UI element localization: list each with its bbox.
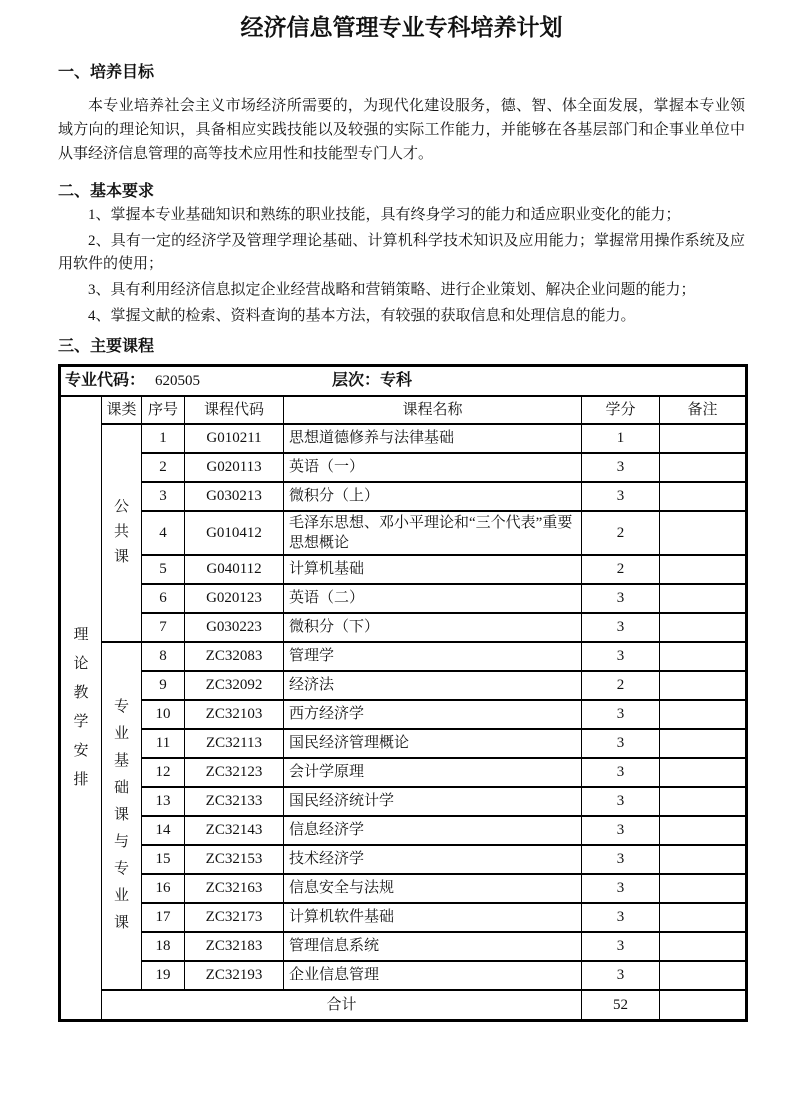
column-header-course-name: 课程名称 [284, 396, 582, 424]
course-code: G020123 [185, 584, 284, 613]
course-row-10 [60, 700, 747, 729]
course-name: 计算机软件基础 [284, 903, 582, 932]
course-credits: 3 [582, 482, 660, 511]
requirement-item-2: 2、具有一定的经济学及管理学理论基础、计算机科学技术知识及应用能力；掌握常用操作系统及应用软件的使用； [58, 233, 745, 272]
course-remark [660, 903, 747, 932]
course-name: 微积分（下） [284, 613, 582, 642]
major-code-row [60, 366, 747, 396]
course-code: ZC32183 [185, 932, 284, 961]
course-credits: 3 [582, 874, 660, 903]
course-code: ZC32123 [185, 758, 284, 787]
course-code: ZC32133 [185, 787, 284, 816]
course-no: 15 [142, 845, 185, 874]
course-code: ZC32143 [185, 816, 284, 845]
requirement-item-4: 4、掌握文献的检索、资料查询的基本方法，有较强的获取信息和处理信息的能力。 [88, 308, 636, 324]
course-code: G010211 [185, 424, 284, 453]
course-name: 国民经济管理概论 [284, 729, 582, 758]
course-credits: 3 [582, 700, 660, 729]
course-name: 国民经济统计学 [284, 787, 582, 816]
course-remark [660, 787, 747, 816]
course-remark [660, 424, 747, 453]
course-credits: 3 [582, 613, 660, 642]
course-no: 2 [142, 453, 185, 482]
course-remark [660, 642, 747, 671]
course-name: 英语（一） [284, 453, 582, 482]
major-code-label: 专业代码： [65, 371, 146, 389]
course-no: 17 [142, 903, 185, 932]
course-credits: 3 [582, 903, 660, 932]
course-name: 技术经济学 [284, 845, 582, 874]
course-no: 9 [142, 671, 185, 700]
course-no: 11 [142, 729, 185, 758]
course-credits: 3 [582, 787, 660, 816]
course-no: 1 [142, 424, 185, 453]
course-remark [660, 845, 747, 874]
course-code: ZC32153 [185, 845, 284, 874]
section-courses-heading: 三、主要课程 [58, 338, 155, 355]
course-remark [660, 584, 747, 613]
total-remark-cell [660, 990, 747, 1021]
course-remark [660, 555, 747, 584]
course-name: 西方经济学 [284, 700, 582, 729]
course-code: ZC32083 [185, 642, 284, 671]
course-no: 14 [142, 816, 185, 845]
course-remark [660, 700, 747, 729]
course-code: G040112 [185, 555, 284, 584]
course-name: 思想道德修养与法律基础 [284, 424, 582, 453]
column-header-credits: 学分 [582, 396, 660, 424]
page-title: 经济信息管理专业专科培养计划 [240, 14, 563, 40]
section-requirements-heading: 二、基本要求 [58, 183, 155, 200]
course-code: ZC32103 [185, 700, 284, 729]
course-credits: 2 [582, 555, 660, 584]
course-no: 5 [142, 555, 185, 584]
course-group-label [102, 424, 142, 642]
course-remark [660, 758, 747, 787]
objectives-paragraph: 本专业培养社会主义市场经济所需要的，为现代化建设服务，德、智、体全面发展，掌握本专业领域方向的理论知识，具备相应实践技能以及较强的实际工作能力，并能够在各基层部门和企事业单位中从事经济信息管理的高等技术应用性和技能型专门人才。 [58, 98, 745, 162]
course-row-16 [60, 874, 747, 903]
course-credits: 2 [582, 671, 660, 700]
course-code: G010412 [185, 511, 284, 555]
course-credits: 3 [582, 453, 660, 482]
course-credits: 3 [582, 845, 660, 874]
course-row-15 [60, 845, 747, 874]
course-code: ZC32113 [185, 729, 284, 758]
course-no: 8 [142, 642, 185, 671]
total-credits-cell: 52 [582, 990, 660, 1021]
course-name: 经济法 [284, 671, 582, 700]
column-header-remark: 备注 [660, 396, 747, 424]
column-header-number: 序号 [142, 396, 185, 424]
course-remark [660, 671, 747, 700]
course-remark [660, 482, 747, 511]
course-no: 19 [142, 961, 185, 990]
course-no: 7 [142, 613, 185, 642]
course-group-label [102, 642, 142, 990]
course-code: G020113 [185, 453, 284, 482]
total-label-cell: 合计 [102, 990, 582, 1021]
course-row-5 [60, 555, 747, 584]
course-remark [660, 453, 747, 482]
course-row-13 [60, 787, 747, 816]
course-credits: 3 [582, 816, 660, 845]
theory-arrangement-cell [60, 396, 102, 1021]
theory-arrangement-label: 理论教学安排 [73, 626, 89, 788]
course-remark [660, 729, 747, 758]
course-remark [660, 961, 747, 990]
course-credits: 3 [582, 961, 660, 990]
course-row-18 [60, 932, 747, 961]
course-name: 会计学原理 [284, 758, 582, 787]
course-row-6 [60, 584, 747, 613]
course-no: 6 [142, 584, 185, 613]
course-group-label-text: 公共课 [114, 499, 130, 565]
total-row [60, 990, 747, 1021]
course-row-19 [60, 961, 747, 990]
course-name: 管理信息系统 [284, 932, 582, 961]
course-row-17 [60, 903, 747, 932]
course-row-9 [60, 671, 747, 700]
course-credits: 3 [582, 932, 660, 961]
section-objectives-heading: 一、培养目标 [58, 64, 155, 81]
course-credits: 3 [582, 642, 660, 671]
requirement-item-3: 3、具有利用经济信息拟定企业经营战略和营销策略、进行企业策划、解决企业问题的能力； [88, 282, 696, 298]
course-name: 管理学 [284, 642, 582, 671]
course-code: ZC32163 [185, 874, 284, 903]
course-remark [660, 816, 747, 845]
course-row-4 [60, 511, 747, 555]
course-row-2 [60, 453, 747, 482]
course-row-3 [60, 482, 747, 511]
course-row-8 [60, 642, 747, 671]
course-credits: 3 [582, 758, 660, 787]
course-row-12 [60, 758, 747, 787]
course-row-1 [60, 424, 747, 453]
course-no: 18 [142, 932, 185, 961]
major-code-value: 620505 [155, 372, 201, 389]
course-group-label-text: 专业基础课与专业课 [114, 699, 130, 931]
requirement-item-1: 1、掌握本专业基础知识和熟练的职业技能，具有终身学习的能力和适应职业变化的能力； [88, 207, 681, 223]
column-header-course-code: 课程代码 [185, 396, 284, 424]
course-name: 微积分（上） [284, 482, 582, 511]
course-name: 企业信息管理 [284, 961, 582, 990]
course-row-11 [60, 729, 747, 758]
course-no: 10 [142, 700, 185, 729]
course-remark [660, 874, 747, 903]
course-no: 13 [142, 787, 185, 816]
course-row-14 [60, 816, 747, 845]
course-code: ZC32193 [185, 961, 284, 990]
course-no: 12 [142, 758, 185, 787]
course-name: 信息经济学 [284, 816, 582, 845]
major-code-cell [60, 366, 747, 396]
course-credits: 2 [582, 511, 660, 555]
course-name: 信息安全与法规 [284, 874, 582, 903]
course-code: ZC32173 [185, 903, 284, 932]
course-remark [660, 932, 747, 961]
column-header-row [60, 396, 747, 424]
course-credits: 3 [582, 729, 660, 758]
course-no: 16 [142, 874, 185, 903]
course-code: G030213 [185, 482, 284, 511]
course-credits: 1 [582, 424, 660, 453]
course-code: ZC32092 [185, 671, 284, 700]
column-header-category: 课类 [102, 396, 142, 424]
course-table [58, 364, 748, 1022]
course-code: G030223 [185, 613, 284, 642]
course-table-body [60, 366, 747, 1021]
level-label: 层次：专科 [332, 371, 413, 389]
course-remark [660, 613, 747, 642]
course-name: 计算机基础 [284, 555, 582, 584]
course-remark [660, 511, 747, 555]
course-name: 毛泽东思想、邓小平理论和“三个代表”重要思想概论 [284, 511, 582, 555]
course-row-7 [60, 613, 747, 642]
requirements-list [58, 204, 745, 328]
course-no: 3 [142, 482, 185, 511]
course-credits: 3 [582, 584, 660, 613]
course-no: 4 [142, 511, 185, 555]
course-name: 英语（二） [284, 584, 582, 613]
